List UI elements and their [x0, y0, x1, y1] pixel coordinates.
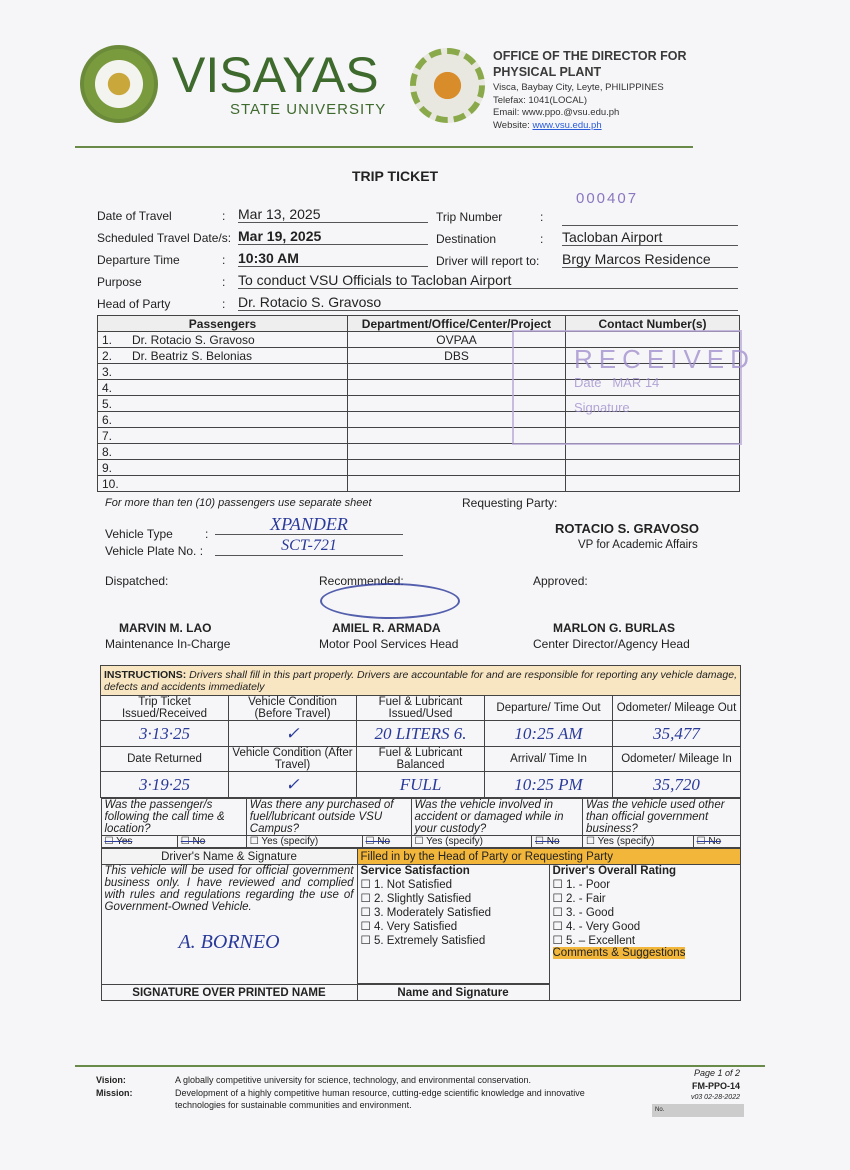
- received-stamp: [512, 330, 755, 445]
- answer-checkbox[interactable]: ☐ No: [177, 836, 246, 848]
- dispatcher-name: MARVIN M. LAO: [119, 621, 212, 635]
- trip-number-label: Trip Number: [436, 210, 503, 224]
- destination-field[interactable]: Tacloban Airport: [562, 229, 738, 246]
- recommender-name: AMIEL R. ARMADA: [332, 621, 441, 635]
- driver-entry[interactable]: ✓: [229, 721, 357, 747]
- service-header: Service Satisfaction: [360, 865, 470, 877]
- answer-label: Yes (specify): [597, 836, 655, 847]
- answer-checkbox[interactable]: ☐ Yes: [101, 836, 177, 848]
- col-contact: Contact Number(s): [566, 316, 740, 332]
- physical-plant-logo: [410, 48, 485, 123]
- option-label: 4. Very Satisfied: [374, 921, 458, 933]
- passenger-name[interactable]: [98, 444, 348, 460]
- passenger-name-text: Dr. Rotacio S. Gravoso: [132, 332, 255, 347]
- passenger-dept[interactable]: [348, 460, 566, 476]
- driver-question: Was there any purchased of fuel/lubricant outside VSU Campus?: [246, 799, 411, 836]
- requester-title: VP for Academic Affairs: [578, 539, 698, 551]
- approved-label: Approved:: [533, 574, 588, 588]
- column-header: Trip Ticket Issued/Received: [101, 696, 229, 721]
- scheduled-field[interactable]: Mar 19, 2025: [238, 228, 428, 245]
- passenger-name[interactable]: [98, 332, 348, 348]
- row-number: 2.: [102, 348, 113, 363]
- passenger-dept[interactable]: [348, 444, 566, 460]
- driver-question: Was the vehicle involved in accident or damaged while in your custody?: [411, 799, 583, 836]
- form-version: v03 02-28-2022: [690, 1094, 740, 1101]
- email: Email: www.ppo.@vsu.edu.ph: [493, 107, 620, 118]
- row-number: 9.: [102, 460, 113, 475]
- row-number: 1.: [102, 332, 113, 347]
- passenger-row: [98, 460, 740, 476]
- column-header: Departure/ Time Out: [485, 696, 613, 721]
- name-signature-footer: Name and Signature: [357, 985, 549, 1001]
- driver-entry[interactable]: 35,720: [613, 772, 741, 798]
- row-number: 7.: [102, 428, 113, 443]
- driver-entry[interactable]: ✓: [229, 772, 357, 798]
- passenger-name[interactable]: [98, 428, 348, 444]
- mission-text: Development of a highly competitive human resource, cutting-edge scientific knowledge and innovative technologies for sustainable communities and environment.: [175, 1088, 585, 1110]
- driver-entry[interactable]: 20 LITERS 6.: [357, 721, 485, 747]
- column-header: Vehicle Condition (Before Travel): [229, 696, 357, 721]
- option-label: 5. – Excellent: [566, 935, 636, 947]
- row-number: 5.: [102, 396, 113, 411]
- header-divider: [75, 146, 693, 148]
- office-line1: OFFICE OF THE DIRECTOR FOR: [493, 49, 687, 63]
- driver-section-table: [100, 665, 741, 1001]
- column-header: Odometer/ Mileage In: [613, 747, 741, 772]
- purpose-field[interactable]: To conduct VSU Officials to Tacloban Airport: [238, 272, 738, 289]
- colon: :: [540, 210, 544, 224]
- answer-checkbox[interactable]: ☐ Yes (specify): [246, 836, 362, 848]
- rating-option[interactable]: ☐ 1. - Poor: [552, 879, 611, 891]
- passenger-row: [98, 476, 740, 492]
- comments-label: Comments & Suggestions: [552, 947, 686, 959]
- passenger-contact[interactable]: [566, 444, 740, 460]
- passenger-name[interactable]: [98, 348, 348, 364]
- page-title: TRIP TICKET: [352, 168, 439, 184]
- page-number: Page 1 of 2: [693, 1068, 740, 1078]
- recommender-title: Motor Pool Services Head: [319, 637, 459, 651]
- number-field[interactable]: No.: [652, 1104, 744, 1117]
- report-to-field[interactable]: Brgy Marcos Residence: [562, 251, 738, 268]
- instructions-row: [101, 666, 741, 696]
- service-satisfaction: [357, 865, 549, 984]
- colon: :: [222, 253, 226, 267]
- approver-title: Center Director/Agency Head: [533, 637, 690, 651]
- driver-entry[interactable]: FULL: [357, 772, 485, 798]
- answer-label: No: [192, 836, 206, 847]
- column-header: Vehicle Condition (After Travel): [229, 747, 357, 772]
- answer-checkbox[interactable]: ☐ Yes (specify): [411, 836, 531, 848]
- option-label: 3. Moderately Satisfied: [374, 907, 491, 919]
- recommended-label: Recommended:: [319, 574, 404, 588]
- passenger-name[interactable]: [98, 476, 348, 492]
- plate-field[interactable]: SCT-721: [215, 537, 403, 556]
- office-address: [493, 82, 664, 132]
- driver-entry[interactable]: 10:25 AM: [485, 721, 613, 747]
- driver-question: Was the vehicle used other than official government business?: [583, 799, 740, 836]
- option-label: 1. - Poor: [566, 879, 611, 891]
- departure-field[interactable]: 10:30 AM: [238, 250, 428, 267]
- trip-number-field[interactable]: [562, 210, 738, 226]
- instructions-label: INSTRUCTIONS:: [104, 668, 187, 681]
- driver-statement: This vehicle will be used for official government business only. I have reviewed and complied with rules and regulations regarding the use of Government-Owned Vehicle.: [104, 865, 354, 913]
- destination-label: Destination: [436, 232, 497, 246]
- university-name: VISAYAS: [172, 47, 379, 103]
- rating-option[interactable]: ☐ 2. Slightly Satisfied: [360, 893, 472, 905]
- signature-footer: SIGNATURE OVER PRINTED NAME: [101, 985, 357, 1001]
- passenger-name[interactable]: [98, 412, 348, 428]
- instructions-text: Drivers shall fill in this part properly. Drivers are accountable for and are responsible for reporting any vehicle damage, defects and accidents immediately: [104, 668, 737, 693]
- purpose-label: Purpose: [97, 275, 142, 289]
- stamp-signature-label: Signature: [574, 400, 630, 415]
- website-link[interactable]: www.vsu.edu.ph: [532, 119, 602, 131]
- option-label: 1. Not Satisfied: [374, 879, 452, 891]
- vsu-seal-logo: [80, 45, 158, 123]
- rating-option[interactable]: ☐ 4. - Very Good: [552, 921, 641, 933]
- answer-checkbox[interactable]: ☐ No: [693, 836, 740, 848]
- ticket-number: 000407: [576, 190, 639, 207]
- head-party-header: Filled in by the Head of Party or Requesting Party: [357, 849, 740, 865]
- option-label: 2. Slightly Satisfied: [374, 893, 472, 905]
- column-header: Odometer/ Mileage Out: [613, 696, 741, 721]
- university-subtitle: STATE UNIVERSITY: [230, 101, 387, 118]
- passenger-contact[interactable]: [566, 460, 740, 476]
- scheduled-label: Scheduled Travel Date/s:: [97, 231, 232, 245]
- col-passengers: Passengers: [98, 316, 348, 332]
- row-number: 3.: [102, 364, 113, 379]
- passenger-row: [98, 444, 740, 460]
- column-header: Fuel & Lubricant Balanced: [357, 747, 485, 772]
- driver-sig-header: Driver's Name & Signature: [101, 849, 357, 865]
- column-header: Arrival/ Time In: [485, 747, 613, 772]
- passenger-dept[interactable]: OVPAA: [348, 332, 566, 348]
- answer-label: No: [546, 836, 560, 847]
- col-department: Department/Office/Center/Project: [348, 316, 566, 332]
- answer-label: No: [377, 836, 391, 847]
- answer-label: Yes (specify): [261, 836, 319, 847]
- telefax: Telefax: 1041(LOCAL): [493, 94, 587, 106]
- rating-header: Driver's Overall Rating: [552, 865, 677, 877]
- rating-option[interactable]: ☐ 4. Very Satisfied: [360, 921, 458, 933]
- stamp-received: RECEIVED: [574, 344, 755, 374]
- report-to-label: Driver will report to:: [436, 254, 540, 268]
- date-of-travel-field[interactable]: Mar 13, 2025: [238, 206, 428, 223]
- option-label: 2. - Fair: [566, 893, 606, 905]
- driver-statement-cell: [101, 865, 357, 985]
- rating-option[interactable]: ☐ 3. - Good: [552, 907, 614, 919]
- requester-name: ROTACIO S. GRAVOSO: [555, 521, 699, 536]
- passenger-name-text: Dr. Beatriz S. Belonias: [132, 348, 253, 363]
- stamp-date-label: Date: [574, 375, 602, 390]
- answer-label: Yes: [116, 836, 133, 847]
- row-number: 4.: [102, 380, 113, 395]
- vehicle-type-label: Vehicle Type: [105, 527, 173, 541]
- driver-printed-name: A. BORNEO: [178, 931, 280, 953]
- vision-label: Vision:: [96, 1075, 126, 1085]
- office-title: [493, 48, 687, 80]
- rating-option[interactable]: ☐ 5. – Excellent: [552, 935, 636, 947]
- website-label: Website:: [493, 119, 530, 131]
- driver-entry[interactable]: 3·13·25: [101, 721, 229, 747]
- head-of-party-field[interactable]: Dr. Rotacio S. Gravoso: [238, 294, 738, 311]
- colon: :: [222, 297, 226, 311]
- passenger-contact[interactable]: [566, 476, 740, 492]
- plate-label: Vehicle Plate No. :: [105, 544, 204, 558]
- option-label: 3. - Good: [566, 907, 614, 919]
- colon: :: [222, 275, 226, 289]
- passenger-name[interactable]: [98, 460, 348, 476]
- mission-label: Mission:: [96, 1088, 133, 1098]
- column-header: Date Returned: [101, 747, 229, 772]
- colon: :: [205, 527, 209, 541]
- head-of-party-label: Head of Party: [97, 297, 171, 311]
- passenger-name[interactable]: [98, 364, 348, 380]
- dispatcher-title: Maintenance In-Charge: [105, 637, 231, 651]
- address: Visca, Baybay City, Leyte, PHILIPPINES: [493, 82, 664, 93]
- overall-rating: [549, 865, 740, 1001]
- answer-label: Yes (specify): [426, 836, 483, 847]
- passenger-name[interactable]: [98, 380, 348, 396]
- stamp-date: MAR 14: [612, 375, 660, 390]
- dispatched-label: Dispatched:: [105, 574, 169, 588]
- column-header: Fuel & Lubricant Issued/Used: [357, 696, 485, 721]
- vision-text: A globally competitive university for science, technology, and environmental conservation.: [175, 1075, 532, 1085]
- option-label: 4. - Very Good: [566, 921, 641, 933]
- passenger-name[interactable]: [98, 396, 348, 412]
- driver-entry[interactable]: 3·19·25: [101, 772, 229, 798]
- rating-option[interactable]: ☐ 2. - Fair: [552, 893, 606, 905]
- rating-option[interactable]: ☐ 5. Extremely Satisfied: [360, 935, 486, 947]
- signature-mark: [320, 583, 460, 619]
- colon: :: [222, 209, 226, 223]
- colon: :: [540, 232, 544, 246]
- passenger-dept[interactable]: DBS: [348, 348, 566, 364]
- passenger-note: For more than ten (10) passengers use separate sheet: [105, 497, 372, 509]
- driver-entry[interactable]: 35,477: [613, 721, 741, 747]
- answer-checkbox[interactable]: ☐ No: [531, 836, 582, 848]
- vehicle-type-field[interactable]: XPANDER: [215, 514, 403, 535]
- date-of-travel-label: Date of Travel: [97, 209, 172, 223]
- answer-checkbox[interactable]: ☐ No: [362, 836, 411, 848]
- rating-option[interactable]: ☐ 3. Moderately Satisfied: [360, 907, 491, 919]
- rating-option[interactable]: ☐ 1. Not Satisfied: [360, 879, 452, 891]
- requesting-party-label: Requesting Party:: [462, 496, 558, 510]
- row-number: 10.: [102, 476, 119, 491]
- driver-entry[interactable]: 10:25 PM: [485, 772, 613, 798]
- passenger-dept[interactable]: [348, 476, 566, 492]
- office-line2: PHYSICAL PLANT: [493, 65, 602, 79]
- answer-label: No: [708, 836, 722, 847]
- form-code: FM-PPO-14: [691, 1081, 740, 1091]
- row-number: 6.: [102, 412, 113, 427]
- approver-name: MARLON G. BURLAS: [553, 621, 675, 635]
- departure-label: Departure Time: [97, 253, 180, 267]
- row-number: 8.: [102, 444, 113, 459]
- option-label: 5. Extremely Satisfied: [374, 935, 486, 947]
- answer-checkbox[interactable]: ☐ Yes (specify): [583, 836, 694, 848]
- driver-question: Was the passenger/s following the call time & location?: [101, 799, 246, 836]
